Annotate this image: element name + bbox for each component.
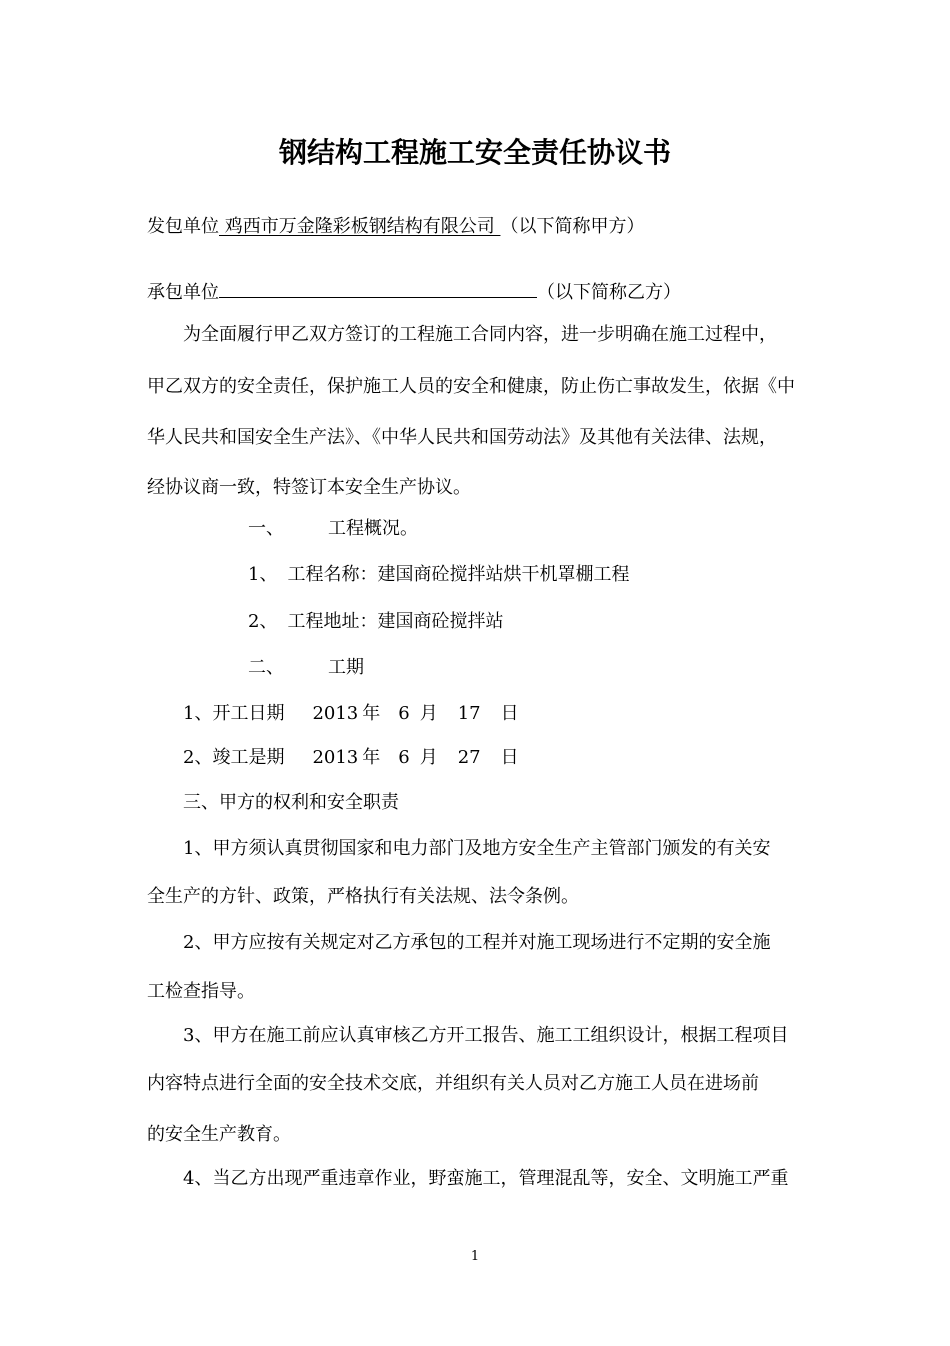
section-3-line: 1、甲方须认真贯彻国家和电力部门及地方安全生产主管部门颁发的有关安 <box>183 838 771 859</box>
section-1-item <box>248 563 629 587</box>
section-3-line: 4、当乙方出现严重违章作业，野蛮施工，管理混乱等，安全、文明施工严重 <box>183 1168 789 1189</box>
party-b-line <box>147 279 681 305</box>
party-a-value: 鸡西市万金隆彩板钢结构有限公司 <box>219 216 501 237</box>
section-3-line: 内容特点进行全面的安全技术交底，并组织有关人员对乙方施工人员在进场前 <box>147 1073 759 1094</box>
start-year: 2013 <box>312 703 359 724</box>
day-char: 日 <box>500 703 519 724</box>
item-text: 工程名称：建国商砼搅拌站烘干机罩棚工程 <box>287 564 630 585</box>
item-num: 1、 <box>248 564 278 585</box>
intro-line: 经协议商一致，特签订本安全生产协议。 <box>147 477 471 498</box>
page-number: 1 <box>470 1249 480 1264</box>
intro-line: 为全面履行甲乙双方签订的工程施工合同内容，进一步明确在施工过程中， <box>183 324 777 345</box>
end-month: 6 <box>398 747 410 768</box>
document-title: 钢结构工程施工安全责任协议书 <box>278 136 671 169</box>
section-1-num: 一、 <box>248 518 284 539</box>
section-1-heading <box>248 517 418 541</box>
section-3-line: 全生产的方针、政策，严格执行有关法规、法令条例。 <box>147 886 579 907</box>
end-day: 27 <box>457 747 481 768</box>
party-a-label: 发包单位 <box>147 216 219 237</box>
item-num: 2、 <box>248 611 278 632</box>
item-text: 工程地址：建国商砼搅拌站 <box>287 611 504 632</box>
day-char: 日 <box>500 747 519 768</box>
party-b-suffix: （以下简称乙方） <box>537 282 681 303</box>
section-2-num: 二、 <box>248 657 284 678</box>
intro-line: 甲乙双方的安全责任，保护施工人员的安全和健康，防止伤亡事故发生，依据《中 <box>147 376 795 397</box>
end-date-line <box>183 746 519 770</box>
month-char: 月 <box>419 703 438 724</box>
start-day: 17 <box>457 703 481 724</box>
section-2-heading <box>248 656 364 680</box>
section-3-line: 3、甲方在施工前应认真审核乙方开工报告、施工工组织设计，根据工程项目 <box>183 1025 789 1046</box>
section-2-title: 工期 <box>328 657 364 678</box>
end-year: 2013 <box>312 747 359 768</box>
section-3-line: 工检查指导。 <box>147 981 255 1002</box>
start-date-line <box>183 702 519 726</box>
section-3-heading: 三、甲方的权利和安全职责 <box>183 792 399 813</box>
intro-line: 华人民共和国安全生产法》、《中华人民共和国劳动法》及其他有关法律、法规， <box>147 427 777 448</box>
section-1-title: 工程概况。 <box>328 518 418 539</box>
month-char: 月 <box>419 747 438 768</box>
section-3-line: 的安全生产教育。 <box>147 1124 291 1145</box>
party-a-suffix: （以下简称甲方） <box>500 216 645 237</box>
start-month: 6 <box>398 703 410 724</box>
party-b-label: 承包单位 <box>147 282 219 303</box>
start-date-label: 1、开工日期 <box>183 703 285 724</box>
party-b-blank <box>219 279 537 298</box>
year-char: 年 <box>362 747 381 768</box>
party-a-line <box>147 215 644 239</box>
year-char: 年 <box>362 703 381 724</box>
end-date-label: 2、竣工是期 <box>183 747 285 768</box>
section-1-item <box>248 610 503 634</box>
section-3-line: 2、甲方应按有关规定对乙方承包的工程并对施工现场进行不定期的安全施 <box>183 932 771 953</box>
